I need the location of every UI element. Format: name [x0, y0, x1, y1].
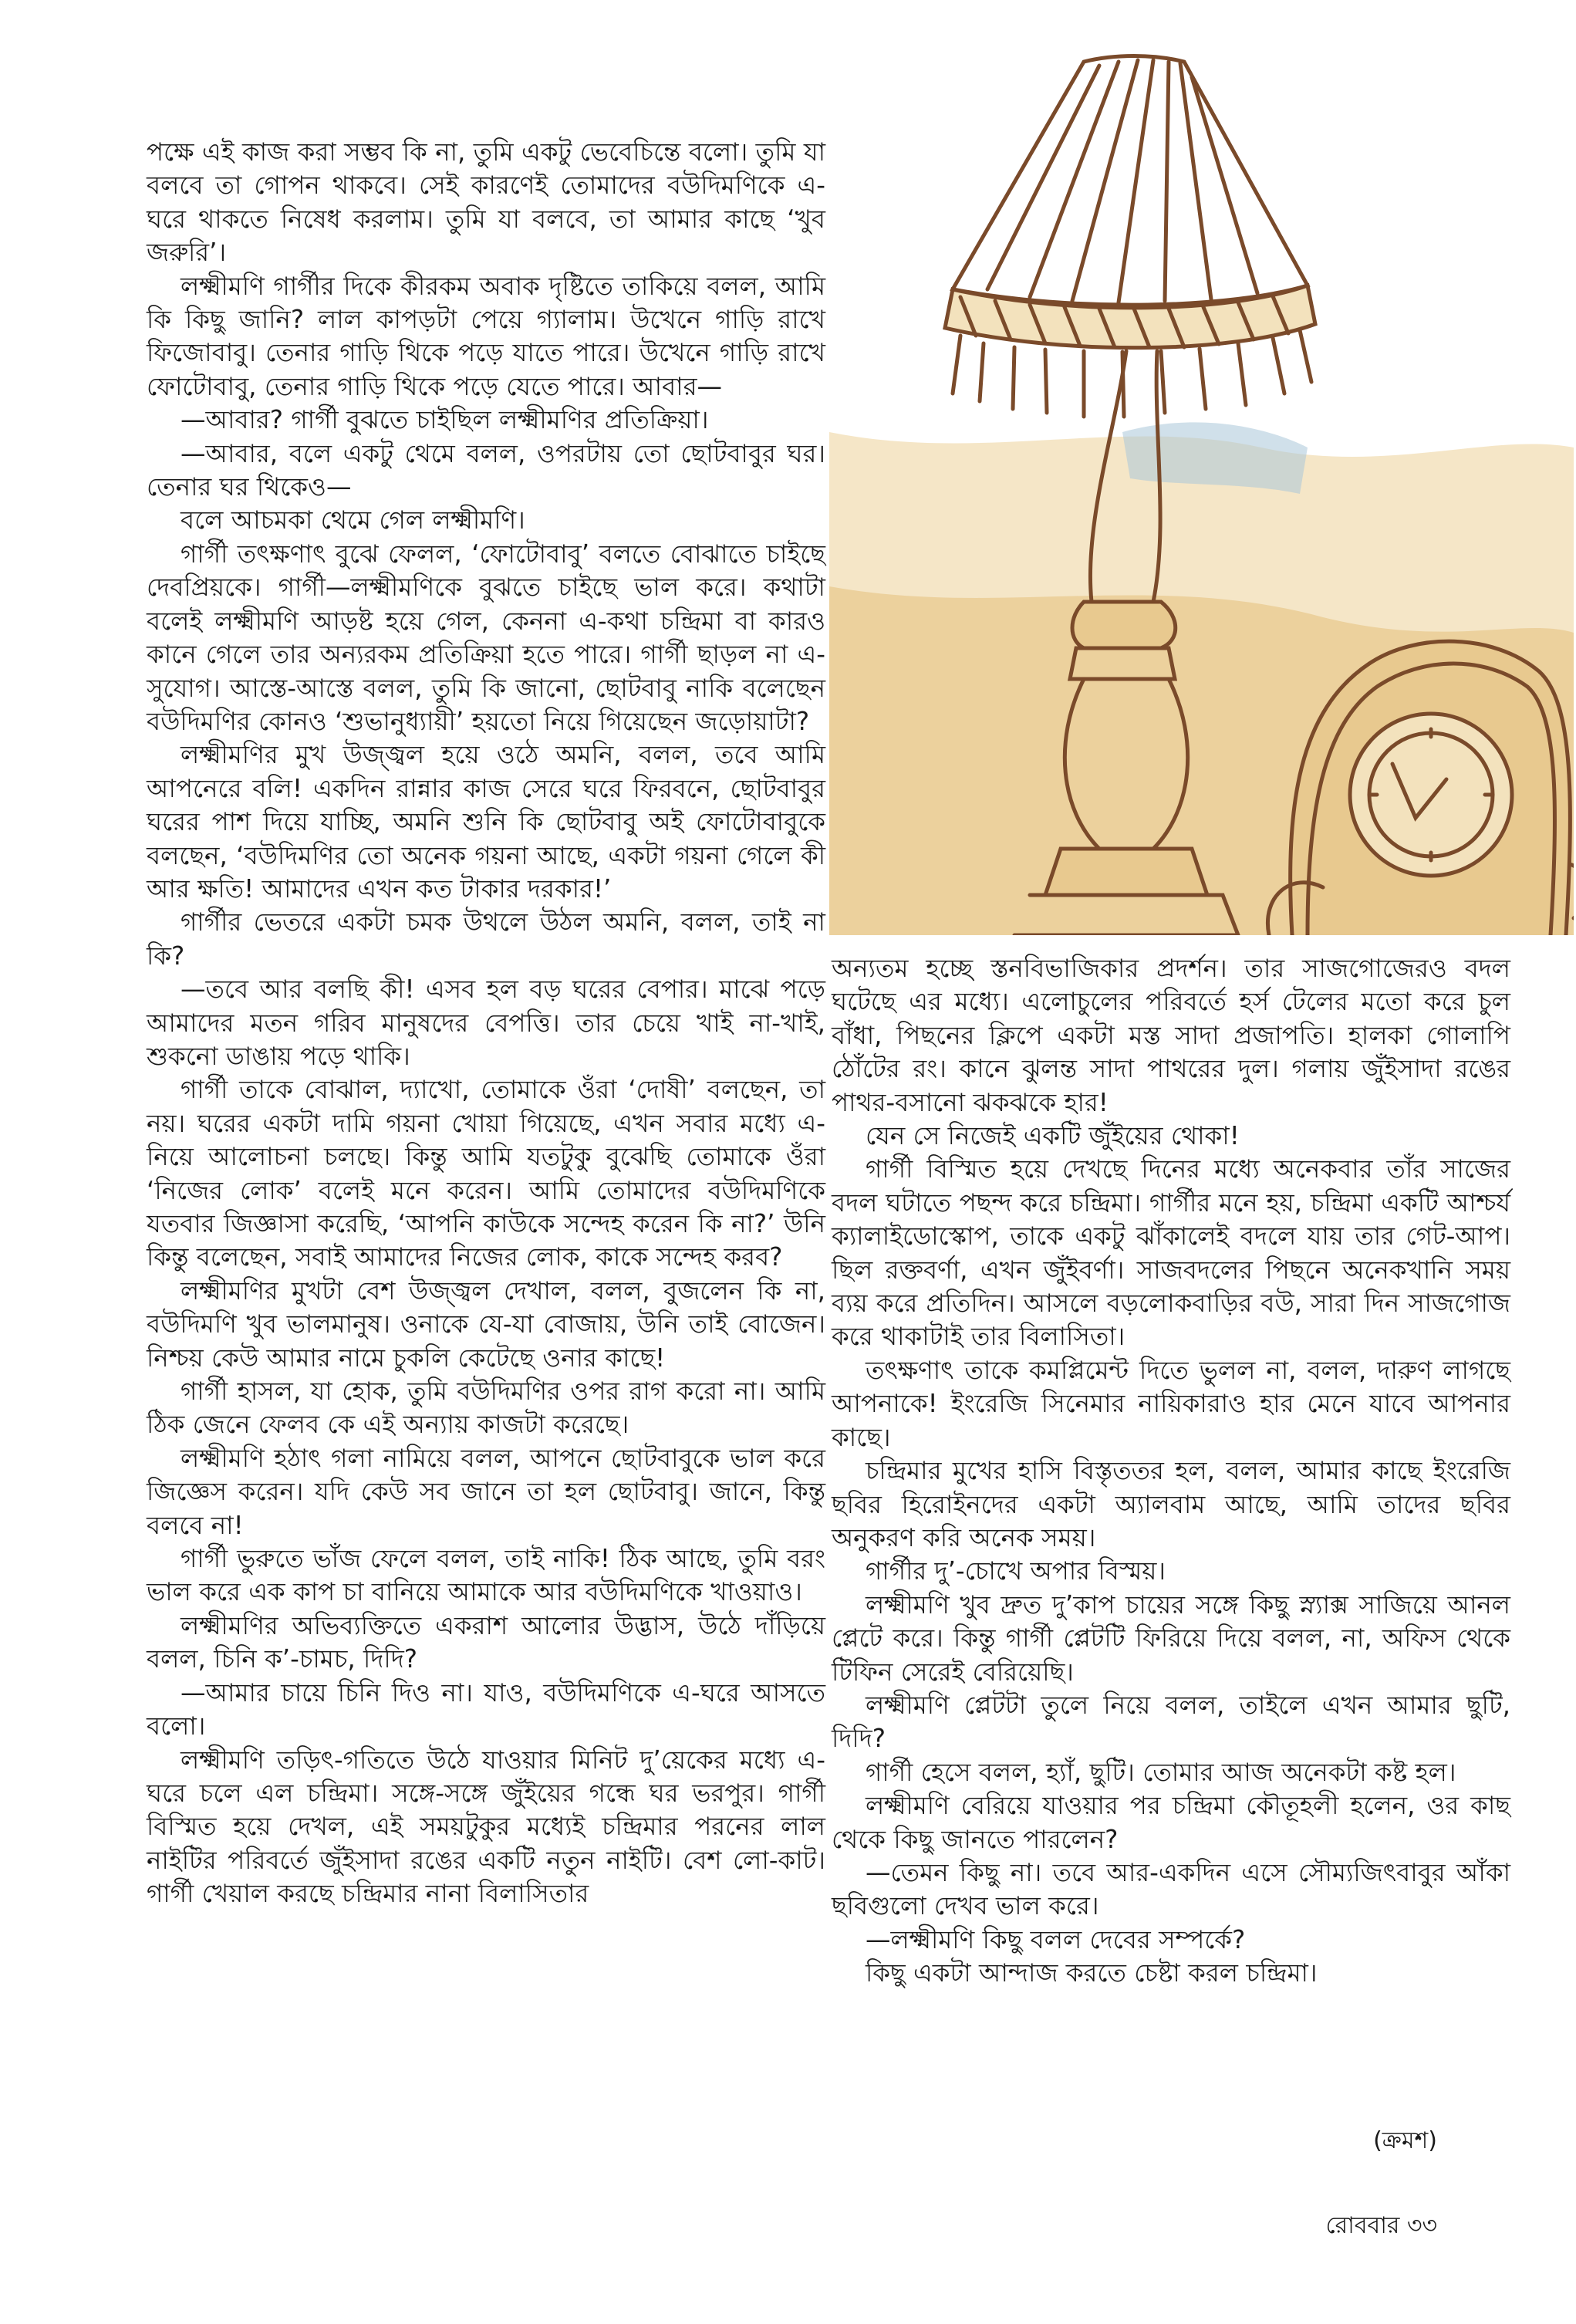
continued-label: (ক্রমশ) [1373, 2127, 1437, 2154]
paragraph: বলে আচমকা থেমে গেল লক্ষ্মীমণি। [181, 505, 525, 535]
magazine-name: রোববার [1325, 2212, 1400, 2239]
page-number: ৩৩ [1406, 2212, 1437, 2239]
paragraph: লক্ষ্মীমণি বেরিয়ে যাওয়ার পর চন্দ্রিমা কৌতূহলী হলেন, ওর কাছ থেকে কিছু জানতে পারলেন? [832, 1791, 1510, 1854]
paragraph: লক্ষ্মীমণি খুব দ্রুত দু’কাপ চায়ের সঙ্গে কিছু স্ন্যাক্স সাজিয়ে আনল প্লেটে করে। কিন্তু গার্গী প্লেটটি ফিরিয়ে দিয়ে বলল, না, অফিস থেকে টিফিন সেরেই বেরিয়েছি। [832, 1589, 1510, 1687]
paragraph: লক্ষ্মীমণি প্লেটটা তুলে নিয়ে বলল, তাইলে এখন আমার ছুটি, দিদি? [832, 1690, 1510, 1754]
paragraph: —তবে আর বলছি কী! এসব হল বড় ঘরের বেপার। মাঝে পড়ে আমাদের মতন গরিব মানুষদের বেপত্তি। তার চেয়ে খাই না-খাই, শুকনো ডাঙায় পড়ে থাকি। [147, 975, 825, 1071]
paragraph: পক্ষে এই কাজ করা সম্ভব কি না, তুমি একটু ভেবেচিন্তে বলো। তুমি যা বলবে তা গোপন থাকবে। সেই কারণেই তোমাদের বউদিমণিকে এ-ঘরে থাকতে নিষেধ করলাম। তুমি যা বলবে, তা আমার কাছে ‘খুব জরুরি’। [147, 137, 825, 268]
paragraph: গার্গীর ভেতরে একটা চমক উথলে উঠল অমনি, বলল, তাই না কি? [147, 907, 825, 971]
paragraph: লক্ষ্মীমণির অভিব্যক্তিতে একরাশ আলোর উদ্ভাস, উঠে দাঁড়িয়ে বলল, চিনি ক’-চামচ, দিদি? [147, 1610, 825, 1674]
paragraph: —আবার? গার্গী বুঝতে চাইছিল লক্ষ্মীমণির প্রতিক্রিয়া। [181, 405, 709, 435]
page-footer [1325, 2207, 1437, 2246]
paragraph: —আমার চায়ে চিনি দিও না। যাও, বউদিমণিকে এ-ঘরে আসতে বলো। [147, 1677, 825, 1741]
paragraph: —তেমন কিছু না। তবে আর-একদিন এসে সৌম্যজিৎবাবুর আঁকা ছবিগুলো দেখব ভাল করে। [832, 1857, 1510, 1921]
article-column-right [832, 952, 1510, 1991]
paragraph: লক্ষ্মীমণি তড়িৎ-গতিতে উঠে যাওয়ার মিনিট দু’য়েকের মধ্যে এ-ঘরে চলে এল চন্দ্রিমা। সঙ্গে-সঙ্গে জুঁইয়ের গন্ধে ঘর ভরপুর। গার্গী বিস্মিত হয়ে দেখল, এই সময়টুকুর মধ্যেই চন্দ্রিমার পরনের লাল নাইটির পরিবর্তে জুঁইসাদা রঙের একটি নতুন নাইটি। বেশ লো-কাট। গার্গী খেয়াল করছে চন্দ্রিমার নানা বিলাসিতার [147, 1745, 825, 1909]
paragraph: —আবার, বলে একটু থেমে বলল, ওপরটায় তো ছোটবাবুর ঘর। তেনার ঘর থিকেও— [147, 438, 825, 502]
paragraph: —লক্ষ্মীমণি কিছু বলল দেবের সম্পর্কে? [866, 1924, 1246, 1954]
paragraph: গার্গীর দু’-চোখে অপার বিস্ময়। [866, 1556, 1166, 1586]
paragraph: অন্যতম হচ্ছে স্তনবিভাজিকার প্রদর্শন। তার সাজগোজেরও বদল ঘটেছে এর মধ্যে। এলোচুলের পরিবর্তে হর্স টেলের মতো করে চুল বাঁধা, পিছনের ক্লিপে একটা মস্ত সাদা প্রজাপতি। হালকা গোলাপি ঠোঁটের রং। কানে ঝুলন্ত সাদা পাথরের দুল। গলায় জুঁইসাদা রঙের পাথর-বসানো ঝকঝকে হার! [832, 954, 1510, 1117]
paragraph: লক্ষ্মীমণি হঠাৎ গলা নামিয়ে বলল, আপনে ছোটবাবুকে ভাল করে জিজ্ঞেস করেন। যদি কেউ সব জানে তা হল ছোটবাবু। জানে, কিন্তু বলবে না! [147, 1443, 825, 1540]
article-column-left [147, 136, 825, 1911]
paragraph: লক্ষ্মীমণির মুখ উজ্জ্বল হয়ে ওঠে অমনি, বলল, তবে আমি আপনেরে বলি! একদিন রান্নার কাজ সেরে ঘরে ফিরবনে, ছোটবাবুর ঘরের পাশ দিয়ে যাচ্ছি, অমনি শুনি কি ছোটবাবু অই ফোটোবাবুকে বলছেন, ‘বউদিমণির তো অনেক গয়না আছে, একটা গয়না গেলে কী আর ক্ষতি! আমাদের এখন কত টাকার দরকার!’ [147, 740, 825, 904]
paragraph: যেন সে নিজেই একটি জুঁইয়ের থোকা! [866, 1121, 1240, 1151]
lamp-clock-illustration [829, 31, 1574, 935]
paragraph: চন্দ্রিমার মুখের হাসি বিস্তৃততর হল, বলল, আমার কাছে ইংরেজি ছবির হিরোইনদের একটা অ্যালবাম আছে, আমি তাদের ছবির অনুকরণ করি অনেক সময়। [832, 1456, 1510, 1552]
paragraph: গার্গী তাকে বোঝাল, দ্যাখো, তোমাকে ওঁরা ‘দোষী’ বলছেন, তা নয়। ঘরের একটা দামি গয়না খোয়া গিয়েছে, এখন সবার মধ্যে এ-নিয়ে আলোচনা চলছে। কিন্তু আমি যতটুকু বুঝেছি তোমাকে ওঁরা ‘নিজের লোক’ বলেই মনে করেন। আমি তোমাদের বউদিমণিকে যতবার জিজ্ঞাসা করেছি, ‘আপনি কাউকে সন্দেহ করেন কি না?’ উনি কিন্তু বলেছেন, সবাই আমাদের নিজের লোক, কাকে সন্দেহ করব? [147, 1075, 825, 1272]
paragraph: লক্ষ্মীমণি গার্গীর দিকে কীরকম অবাক দৃষ্টিতে তাকিয়ে বলল, আমি কি কিছু জানি? লাল কাপড়টা পেয়ে গ্যালাম। উখেনে গাড়ি রাখে ফিজোবাবু। তেনার গাড়ি থিকে পড়ে যাতে পারে। উখেনে গাড়ি রাখে ফোটোবাবু, তেনার গাড়ি থিকে পড়ে যেতে পারে। আবার— [147, 271, 825, 401]
paragraph: গার্গী ভুরুতে ভাঁজ ফেলে বলল, তাই নাকি! ঠিক আছে, তুমি বরং ভাল করে এক কাপ চা বানিয়ে আমাকে আর বউদিমণিকে খাওয়াও। [147, 1544, 825, 1607]
paragraph: গার্গী বিস্মিত হয়ে দেখছে দিনের মধ্যে অনেকবার তাঁর সাজের বদল ঘটাতে পছন্দ করে চন্দ্রিমা। গার্গীর মনে হয়, চন্দ্রিমা একটি আশ্চর্য ক্যালাইডোস্কোপ, তাকে একটু ঝাঁকালেই বদলে যায় তার গেট-আপ। ছিল রক্তবর্ণা, এখন জুঁইবর্ণা। সাজবদলের পিছনে অনেকখানি সময় ব্যয় করে প্রতিদিন। আসলে বড়লোকবাড়ির বউ, সারা দিন সাজগোজ করে থাকাটাই তার বিলাসিতা। [832, 1154, 1510, 1352]
paragraph: গার্গী হেসে বলল, হ্যাঁ, ছুটি। তোমার আজ অনেকটা কষ্ট হল। [866, 1757, 1456, 1787]
paragraph: গার্গী তৎক্ষণাৎ বুঝে ফেলল, ‘ফোটোবাবু’ বলতে বোঝাতে চাইছে দেবপ্রিয়কে। গার্গী—লক্ষ্মীমণিকে বুঝতে চাইছে ভাল করে। কথাটা বলেই লক্ষ্মীমণি আড়ষ্ট হয়ে গেল, কেননা এ-কথা চন্দ্রিমা বা কারও কানে গেলে তার অন্যরকম প্রতিক্রিয়া হতে পারে। গার্গী ছাড়ল না এ-সুযোগ। আস্তে-আস্তে বলল, তুমি কি জানো, ছোটবাবু নাকি বলেছেন বউদিমণির কোনও ‘শুভানুধ্যায়ী’ হয়তো নিয়ে গিয়েছেন জড়োয়াটা? [147, 539, 825, 736]
paragraph: কিছু একটা আন্দাজ করতে চেষ্টা করল চন্দ্রিমা। [866, 1958, 1318, 1988]
paragraph: গার্গী হাসল, যা হোক, তুমি বউদিমণির ওপর রাগ করো না। আমি ঠিক জেনে ফেলব কে এই অন্যায় কাজটা করেছে। [147, 1376, 825, 1440]
paragraph: লক্ষ্মীমণির মুখটা বেশ উজ্জ্বল দেখাল, বলল, বুজলেন কি না, বউদিমণি খুব ভালমানুষ। ওনাকে যে-যা বোজায়, উনি তাই বোজেন। নিশ্চয় কেউ আমার নামে চুকলি কেটেছে ওনার কাছে! [147, 1275, 825, 1373]
paragraph: তৎক্ষণাৎ তাকে কমপ্লিমেন্ট দিতে ভুলল না, বলল, দারুণ লাগছে আপনাকে! ইংরেজি সিনেমার নায়িকারাও হার মেনে যাবে আপনার কাছে। [832, 1355, 1510, 1452]
